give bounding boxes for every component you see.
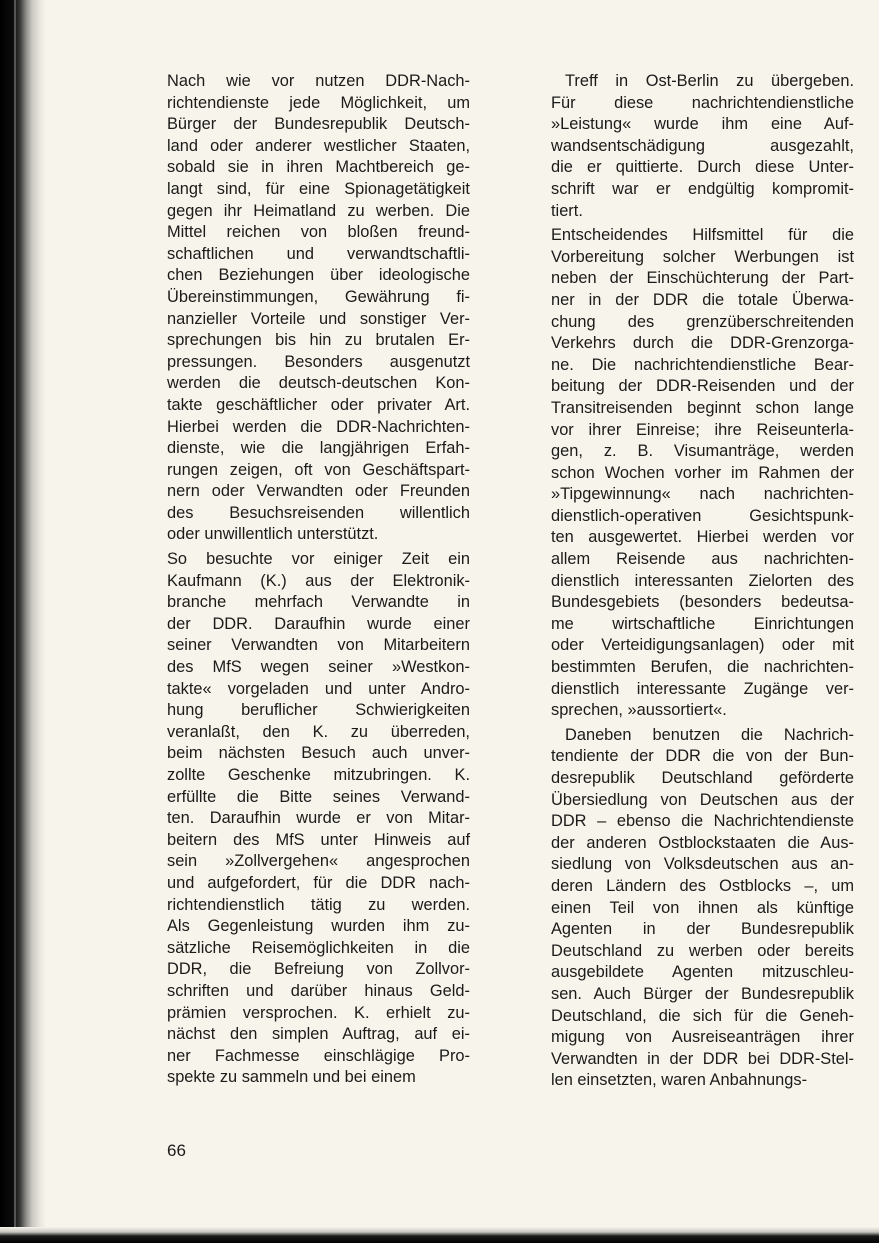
text-line: sein »Zollvergehen« angesprochen bbox=[167, 852, 470, 871]
text-line: Transitreisenden beginnt schon lange bbox=[551, 398, 854, 417]
text-line: Als Gegenleistung wurden ihm zu- bbox=[167, 917, 470, 936]
text-line: veranlaßt, den K. zu überreden, bbox=[167, 722, 470, 741]
text-line: spekte zu sammeln und bei einem bbox=[167, 1068, 416, 1087]
text-line: langt sind, für eine Spionagetätigkeit bbox=[167, 179, 470, 198]
text-line: siedlung von Volksdeutschen aus an- bbox=[551, 855, 854, 874]
text-line: Entscheidendes Hilfsmittel für die bbox=[551, 226, 854, 245]
text-line: ner in der DDR die totale Überwa- bbox=[551, 290, 854, 309]
text-line: Daneben benutzen die Nachrich- bbox=[565, 725, 854, 744]
text-line: der DDR. Daraufhin wurde einer bbox=[167, 614, 470, 633]
text-line: branche mehrfach Verwandte in bbox=[167, 593, 470, 612]
text-line: So besuchte vor einiger Zeit ein bbox=[167, 550, 470, 569]
text-line: Mittel reichen von bloßen freund- bbox=[167, 223, 470, 242]
text-line: oder unwillentlich unterstützt. bbox=[167, 525, 379, 544]
text-line: werden die deutsch-deutschen Kon- bbox=[167, 374, 470, 393]
text-line: desrepublik Deutschland geförderte bbox=[551, 769, 854, 787]
text-line: hung beruflicher Schwierigkeiten bbox=[167, 701, 470, 720]
text-line: Vorbereitung solcher Werbungen ist bbox=[551, 247, 854, 266]
scan-bottom-edge bbox=[0, 1227, 879, 1243]
text-line: einen Teil von ihnen als künftige bbox=[551, 898, 854, 917]
text-line: Übereinstimmungen, Gewährung fi- bbox=[167, 287, 470, 306]
text-line: Bürger der Bundesrepublik Deutsch- bbox=[167, 115, 470, 134]
text-line: Übersiedlung von Deutschen aus der bbox=[551, 790, 854, 809]
text-line: »Leistung« wurde ihm eine Auf- bbox=[551, 115, 854, 134]
text-line: ner Fachmesse einschlägige Pro- bbox=[167, 1046, 470, 1065]
text-line: zollte Geschenke mitzubringen. K. bbox=[167, 766, 470, 784]
text-line: der anderen Ostblockstaaten die Aus- bbox=[551, 833, 854, 852]
text-line: Treff in Ost-Berlin zu übergeben. bbox=[565, 72, 854, 90]
text-line: nanzieller Vorteile und sonstiger Ver- bbox=[167, 309, 470, 328]
text-line: schrift war er endgültig kompromit- bbox=[551, 179, 854, 198]
text-line: migung von Ausreiseanträgen ihrer bbox=[551, 1028, 854, 1047]
text-line: deren Ländern des Ostblocks –, um bbox=[551, 876, 854, 895]
text-line: sen. Auch Bürger der Bundesrepublik bbox=[551, 984, 854, 1003]
text-line: beim nächsten Besuch auch unver- bbox=[167, 744, 470, 763]
text-line: prämien versprochen. K. erhielt zu- bbox=[167, 1003, 470, 1022]
text-line: Für diese nachrichtendienstliche bbox=[551, 93, 854, 112]
text-line: die er quittierte. Durch diese Unter- bbox=[551, 158, 854, 177]
text-line: dienstlich interessante Zugänge ver- bbox=[551, 679, 854, 698]
text-line: seiner Verwandten von Mitarbeitern bbox=[167, 636, 470, 655]
left-column bbox=[167, 71, 470, 1089]
text-line: ausgebildete Agenten mitzuschleu- bbox=[551, 963, 854, 982]
text-line: sobald sie in ihren Machtbereich ge- bbox=[167, 158, 470, 177]
text-line: takte« vorgeladen und unter Andro- bbox=[167, 679, 470, 698]
text-line: und aufgefordert, für die DDR nach- bbox=[167, 873, 470, 892]
text-line: rungen zeigen, oft von Geschäftspart- bbox=[167, 460, 470, 479]
text-line: nächst den simplen Auftrag, auf ei- bbox=[167, 1025, 470, 1044]
text-line: wandsentschädigung ausgezahlt, bbox=[551, 136, 854, 155]
text-line: tiert. bbox=[551, 201, 583, 220]
text-line: beitung der DDR-Reisenden und der bbox=[551, 377, 854, 396]
text-line: nern oder Verwandten oder Freunden bbox=[167, 482, 470, 501]
right-column bbox=[551, 71, 854, 1092]
text-line: ten ausgewertet. Hierbei werden vor bbox=[551, 528, 854, 547]
text-line: Kaufmann (K.) aus der Elektronik- bbox=[167, 571, 470, 590]
text-line: dienste, wie die langjährigen Erfah- bbox=[167, 439, 470, 458]
text-line: Hierbei werden die DDR-Nachrichten- bbox=[167, 417, 470, 436]
text-line: DDR – ebenso die Nachrichtendienste bbox=[551, 812, 854, 831]
text-line: oder Verteidigungsanlagen) oder mit bbox=[551, 636, 854, 655]
text-line: Verkehrs durch die DDR-Grenzorga- bbox=[551, 334, 854, 353]
text-line: pressungen. Besonders ausgenutzt bbox=[167, 352, 470, 371]
text-line: Bundesgebiets (besonders bedeutsa- bbox=[551, 593, 854, 612]
text-line: Nach wie vor nutzen DDR-Nach- bbox=[167, 72, 470, 90]
text-line: dienstlich interessanten Zielorten des bbox=[551, 571, 854, 590]
scan-binding-edge bbox=[14, 0, 16, 1243]
page-number: 66 bbox=[167, 1141, 186, 1160]
text-line: vor ihrer Einreise; ihre Reiseunterla- bbox=[551, 420, 854, 439]
text-line: Deutschland, die sich für die Geneh- bbox=[551, 1006, 854, 1025]
text-line: land oder anderer westlicher Staaten, bbox=[167, 136, 470, 155]
text-line: me wirtschaftliche Einrichtungen bbox=[551, 614, 854, 633]
text-line: des MfS wegen seiner »Westkon- bbox=[167, 658, 470, 677]
text-line: gen, z. B. Visumanträge, werden bbox=[551, 442, 854, 461]
text-line: neben der Einschüchterung der Part- bbox=[551, 269, 854, 288]
text-line: chung des grenzüberschreitenden bbox=[551, 312, 854, 331]
text-line: schaftlichen und verwandtschaftli- bbox=[167, 244, 470, 263]
text-line: gegen ihr Heimatland zu werben. Die bbox=[167, 201, 470, 220]
text-line: sprechen, »aussortiert«. bbox=[551, 701, 727, 720]
text-line: Deutschland zu werben oder bereits bbox=[551, 941, 854, 960]
text-line: takte geschäftlicher oder privater Art. bbox=[167, 395, 470, 414]
text-line: schon Wochen vorher im Rahmen der bbox=[551, 463, 854, 482]
text-line: sätzliche Reisemöglichkeiten in die bbox=[167, 938, 470, 957]
text-line: Agenten in der Bundesrepublik bbox=[551, 920, 854, 939]
text-line: tendiente der DDR die von der Bun- bbox=[551, 747, 854, 766]
text-line: chen Beziehungen über ideologische bbox=[167, 266, 470, 285]
text-line: sprechungen bis hin zu brutalen Er- bbox=[167, 331, 470, 350]
text-line: beitern des MfS unter Hinweis auf bbox=[167, 830, 470, 849]
text-line: ten. Daraufhin wurde er von Mitar- bbox=[167, 809, 470, 828]
text-line: richtendienstlich tätig zu werden. bbox=[167, 895, 470, 914]
text-line: bestimmten Berufen, die nachrichten- bbox=[551, 658, 854, 677]
text-line: DDR, die Befreiung von Zollvor- bbox=[167, 960, 470, 979]
text-line: ne. Die nachrichtendienstliche Bear- bbox=[551, 355, 854, 374]
text-line: Verwandten in der DDR bei DDR-Stel- bbox=[551, 1049, 854, 1068]
scan-binding-shadow bbox=[0, 0, 46, 1243]
text-line: allem Reisende aus nachrichten- bbox=[551, 550, 854, 569]
text-line: len einsetzten, waren Anbahnungs- bbox=[551, 1071, 808, 1090]
text-line: erfüllte die Bitte seines Verwand- bbox=[167, 787, 470, 806]
text-line: dienstlich-operativen Gesichtspunk- bbox=[551, 506, 854, 525]
text-line: schriften und darüber hinaus Geld- bbox=[167, 981, 470, 1000]
text-line: richtendienste jede Möglichkeit, um bbox=[167, 93, 470, 112]
text-line: »Tipgewinnung« nach nachrichten- bbox=[551, 485, 854, 504]
text-line: des Besuchsreisenden willentlich bbox=[167, 503, 470, 522]
